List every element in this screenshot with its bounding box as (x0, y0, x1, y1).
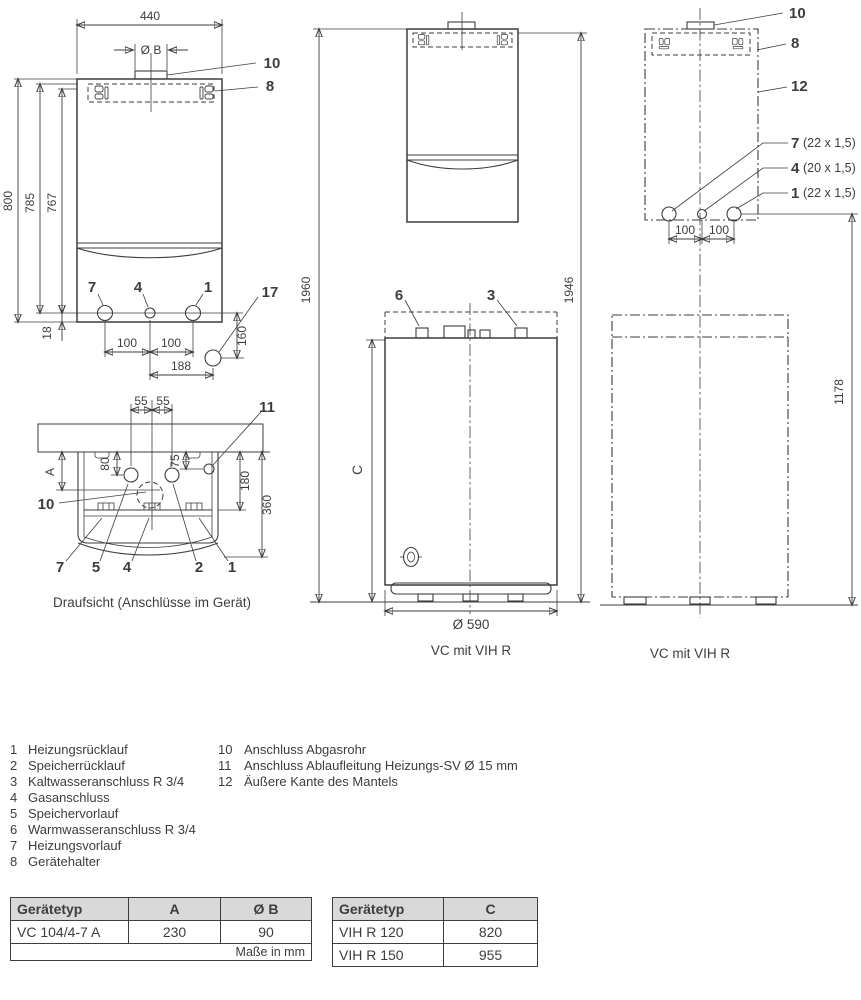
legend-num: 11 (218, 758, 232, 773)
dim-188: 188 (170, 359, 192, 373)
callout-5: 5 (91, 559, 101, 576)
cell-c-value: 820 (444, 921, 538, 944)
device-dimensions-table (10, 897, 312, 961)
dim-800: 800 (1, 190, 15, 212)
dim-1178: 1178 (832, 379, 846, 405)
legend-item-10 (218, 742, 518, 758)
legend-label: Heizungsvorlauf (28, 838, 122, 853)
plan-caption: Draufsicht (Anschlüsse im Gerät) (52, 595, 252, 610)
flue-opening-10 (137, 482, 163, 508)
flue-stub (687, 22, 714, 29)
bracket-icon (95, 86, 108, 99)
legend-label: Kaltwasseranschluss R 3/4 (28, 774, 185, 789)
header-diameter-b: Ø B (221, 898, 312, 921)
legend-label: Gerätehalter (28, 854, 101, 869)
fitting-7 (98, 503, 114, 510)
dim-80: 80 (98, 457, 112, 471)
flue-stub (448, 22, 475, 29)
connection-5-speichervorlauf (124, 468, 138, 482)
callout-8: 8 (265, 78, 275, 95)
callout-3: 3 (486, 287, 496, 304)
cell-storage-type: VIH R 120 (333, 921, 444, 944)
stub-3-kaltwasser (515, 328, 527, 338)
dim-1960: 1960 (299, 276, 313, 304)
storage-dimensions-table (332, 897, 538, 967)
front-view (1, 9, 280, 380)
legend-column-1 (10, 742, 196, 870)
header-c: C (444, 898, 538, 921)
legend-item-1 (10, 742, 196, 758)
dim-18: 18 (40, 326, 54, 340)
fitting-1 (186, 503, 202, 510)
legend-num: 1 (10, 742, 18, 757)
header-geraetetyp: Gerätetyp (333, 898, 444, 921)
callout-17: 17 (261, 284, 279, 301)
bracket-icon (659, 38, 669, 48)
legend-num: 10 (218, 742, 233, 757)
pipe-1-heizungsruecklauf (727, 207, 741, 221)
callout-2: 2 (194, 559, 204, 576)
pipe-4-gas (698, 210, 707, 219)
dim-440: 440 (139, 9, 161, 23)
legend-num: 2 (10, 758, 18, 773)
legend-label: Warmwasseranschluss R 3/4 (28, 822, 196, 837)
legend-item-7 (10, 838, 196, 854)
dim-590: Ø 590 (452, 617, 490, 632)
connection-11-ablauf (204, 464, 214, 474)
legend-num: 7 (10, 838, 18, 853)
boiler-body (407, 29, 518, 222)
callout-10: 10 (789, 5, 806, 22)
callout-1-spec: (22 x 1,5) (803, 186, 856, 200)
bracket-icon (732, 38, 742, 48)
table-row (333, 921, 538, 944)
dim-100-left: 100 (116, 336, 138, 350)
cell-device-type: VC 104/4-7 A (11, 921, 129, 944)
legend-label: Anschluss Ablaufleitung Heizungs-SV Ø 15 mm (244, 758, 518, 773)
table-header-row (11, 898, 312, 921)
callout-4-spec: (20 x 1,5) (803, 161, 856, 175)
connection-2-speicherruecklauf (165, 468, 179, 482)
dim-55-right: 55 (156, 394, 170, 408)
plan-view (38, 394, 275, 610)
callout-1: 1 (227, 559, 237, 576)
boiler-front-body (77, 79, 222, 322)
legend-label: Speicherrücklauf (28, 758, 125, 773)
legend-item-4 (10, 790, 196, 806)
legend-label: Äußere Kante des Mantels (244, 774, 398, 789)
callout-7: 7 (55, 559, 65, 576)
table-row (11, 921, 312, 944)
callout-10: 10 (263, 55, 281, 72)
callout-8: 8 (791, 35, 800, 52)
legend-label: Gasanschluss (28, 790, 110, 805)
stub-6-warmwasser (416, 328, 428, 338)
callout-11: 11 (259, 399, 275, 416)
dim-a: A (43, 467, 57, 477)
drain-valve (404, 548, 419, 567)
legend-label: Anschluss Abgasrohr (244, 742, 367, 757)
side-caption: VC mit VIH R (430, 643, 512, 658)
legend-item-11 (218, 758, 518, 774)
legend-label: Heizungsrücklauf (28, 742, 128, 757)
legend-item-6 (10, 822, 196, 838)
legend-num: 6 (10, 822, 18, 837)
side-view (299, 12, 590, 658)
dim-180: 180 (238, 470, 252, 492)
units-note: Maße in mm (11, 944, 312, 961)
dim-785: 785 (23, 192, 37, 214)
rear-view (600, 5, 858, 661)
legend-item-2 (10, 758, 196, 774)
callout-7: 7 (791, 135, 800, 152)
wall-hatching (38, 424, 263, 452)
legend-num: 8 (10, 854, 18, 869)
callout-7-spec: (22 x 1,5) (803, 136, 856, 150)
rear-caption: VC mit VIH R (649, 646, 731, 661)
dim-100-left: 100 (674, 223, 696, 237)
dim-360: 360 (260, 494, 274, 516)
dim-c: C (350, 465, 365, 475)
bracket-icon (497, 34, 507, 44)
callout-1: 1 (203, 279, 213, 296)
cell-b-value: 90 (221, 921, 312, 944)
table-note-row (11, 944, 312, 961)
connection-17 (205, 350, 221, 366)
callout-4: 4 (122, 559, 132, 576)
header-geraetetyp: Gerätetyp (11, 898, 129, 921)
legend-num: 3 (10, 774, 18, 789)
legend-num: 12 (218, 774, 233, 789)
legend-label: Speichervorlauf (28, 806, 119, 821)
callout-6: 6 (394, 287, 404, 304)
dim-55-left: 55 (134, 394, 148, 408)
legend-num: 5 (10, 806, 18, 821)
dim-100-right: 100 (708, 223, 730, 237)
callout-7: 7 (87, 279, 97, 296)
callout-4: 4 (791, 160, 800, 177)
dim-100-right: 100 (160, 336, 182, 350)
callout-10: 10 (37, 496, 55, 513)
cell-a-value: 230 (129, 921, 221, 944)
legend-item-3 (10, 774, 196, 790)
dim-160: 160 (235, 325, 249, 347)
table-row (333, 944, 538, 967)
legend-num: 4 (10, 790, 18, 805)
dim-75: 75 (168, 454, 182, 468)
cell-c-value: 955 (444, 944, 538, 967)
bracket-icon (200, 86, 213, 99)
legend-item-12 (218, 774, 518, 790)
dim-1946: 1946 (562, 276, 576, 304)
callout-12: 12 (791, 78, 808, 95)
casing-outline-12 (645, 29, 758, 220)
legend-column-2 (218, 742, 518, 790)
callout-4: 4 (133, 279, 143, 296)
callout-1: 1 (791, 185, 800, 202)
dim-diameter-b: Ø B (140, 43, 162, 57)
bracket-icon (418, 34, 428, 44)
table-header-row (333, 898, 538, 921)
header-a: A (129, 898, 221, 921)
cell-storage-type: VIH R 150 (333, 944, 444, 967)
legend-item-5 (10, 806, 196, 822)
legend-item-8 (10, 854, 196, 870)
dim-767: 767 (45, 192, 59, 214)
